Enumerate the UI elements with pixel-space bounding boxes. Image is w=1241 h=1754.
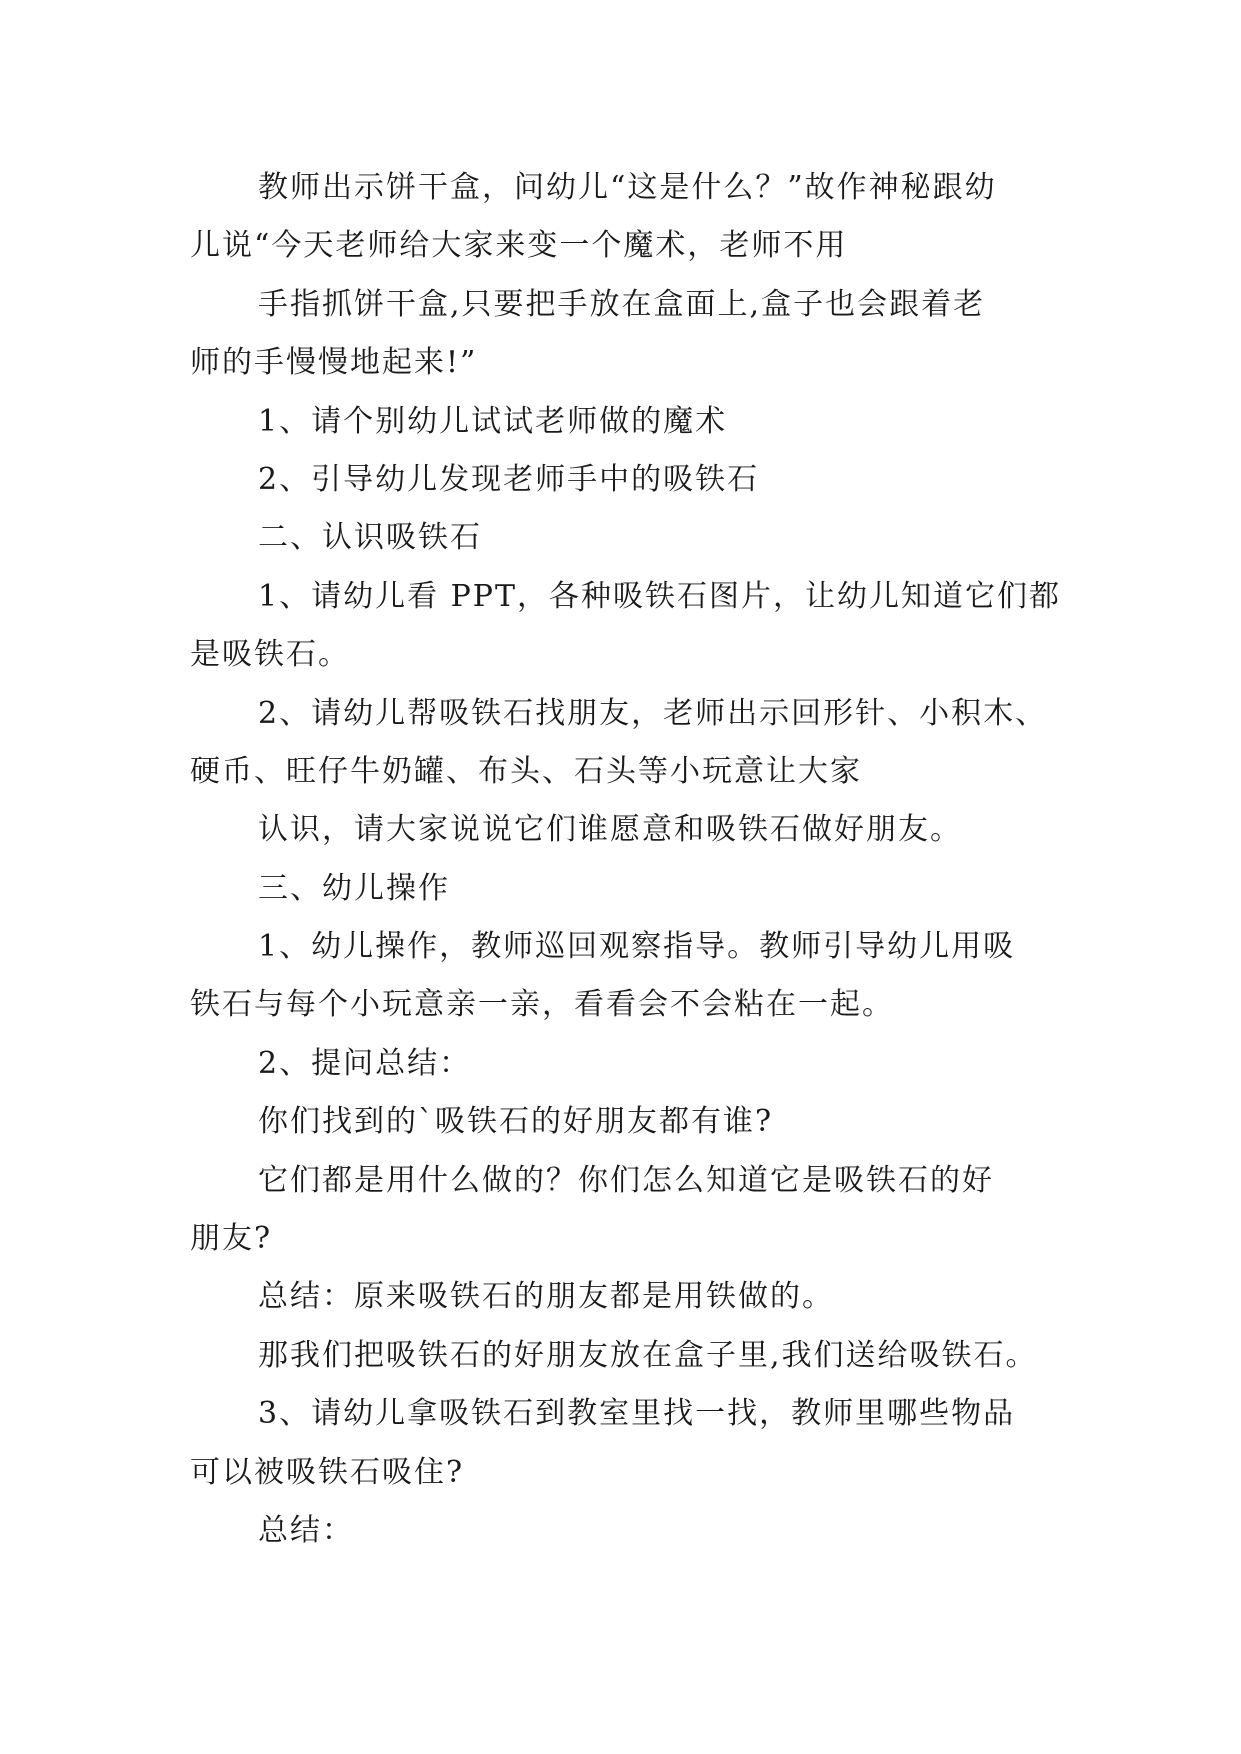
section-heading: 二、认识吸铁石 (258, 520, 482, 555)
paragraph-line: 总结： (258, 1513, 354, 1548)
list-item: 3、请幼儿拿吸铁石到教室里找一找，教师里哪些物品 (258, 1396, 1016, 1431)
paragraph-line: 你们找到的`吸铁石的好朋友都有谁? (258, 1104, 774, 1139)
paragraph-line: 手指抓饼干盒,只要把手放在盒面上,盒子也会跟着老 (258, 287, 986, 322)
list-item: 2、引导幼儿发现老师手中的吸铁石 (258, 462, 760, 497)
paragraph-line: 教师出示饼干盒，问幼儿“这是什么？”故作神秘跟幼 (258, 170, 997, 205)
paragraph-line: 认识，请大家说说它们谁愿意和吸铁石做好朋友。 (258, 812, 962, 847)
paragraph-line: 儿说“今天老师给大家来变一个魔术，老师不用 (190, 228, 848, 263)
paragraph-line: 朋友? (190, 1221, 273, 1256)
paragraph-line: 是吸铁石。 (190, 637, 350, 672)
paragraph-line: 可以被吸铁石吸住? (190, 1455, 465, 1490)
list-item: 1、请个别幼儿试试老师做的魔术 (258, 404, 728, 439)
list-item: 2、提问总结： (258, 1046, 472, 1081)
paragraph-line: 硬币、旺仔牛奶罐、布头、石头等小玩意让大家 (190, 754, 862, 789)
paragraph-line: 铁石与每个小玩意亲一亲，看看会不会粘在一起。 (190, 987, 894, 1022)
list-item: 2、请幼儿帮吸铁石找朋友，老师出示回形针、小积木、 (258, 696, 1048, 731)
section-heading: 三、幼儿操作 (258, 871, 450, 906)
list-item: 1、幼儿操作，教师巡回观察指导。教师引导幼儿用吸 (258, 929, 1016, 964)
paragraph-line: 师的手慢慢地起来!” (190, 345, 478, 380)
paragraph-line: 总结：原来吸铁石的朋友都是用铁做的。 (258, 1279, 834, 1314)
list-item: 1、请幼儿看 PPT，各种吸铁石图片，让幼儿知道它们都 (258, 579, 1062, 614)
paragraph-line: 它们都是用什么做的？你们怎么知道它是吸铁石的好 (258, 1163, 994, 1198)
paragraph-line: 那我们把吸铁石的好朋友放在盒子里,我们送给吸铁石。 (258, 1338, 1038, 1373)
